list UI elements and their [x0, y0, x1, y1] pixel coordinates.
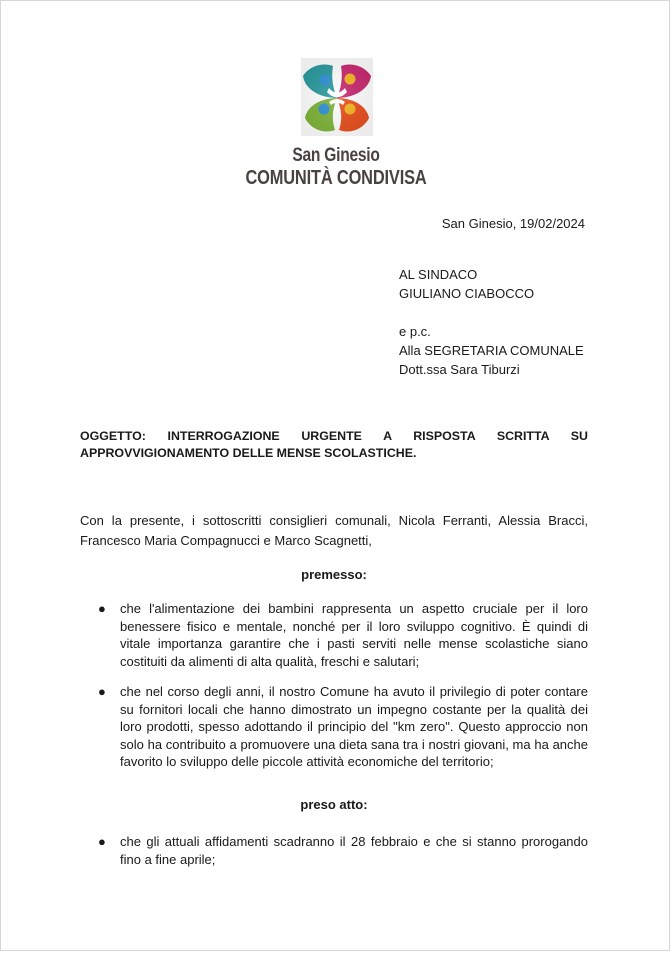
brand-name: San Ginesio: [292, 145, 380, 166]
list-item: [98, 600, 588, 670]
list-item: [98, 833, 588, 868]
bullet-icon: ●: [98, 834, 106, 849]
bullet-icon: ●: [98, 684, 106, 699]
recipient-line-1: AL SINDACO: [399, 267, 478, 282]
premesso-heading: premesso:: [301, 567, 367, 582]
bullet-icon: ●: [98, 601, 106, 616]
list-item-text: che nel corso degli anni, il nostro Comune ha avuto il privilegio di poter contare su fornitori locali che hanno dimostrato un impegno costante per la qualità dei loro prodotti, spesso adottando il principio del "km zero". Questo approccio non solo ha contribuito a promuovere una dieta sana tra i nostri giovani, ma ha anche favorito lo sviluppo delle piccole attività economiche del territorio;: [120, 684, 588, 769]
letter-subject: OGGETTO: INTERROGAZIONE URGENTE A RISPOSTA SCRITTA SU APPROVVIGIONAMENTO DELLE MENSE SCOLASTICHE.: [80, 429, 588, 460]
list-item: [98, 683, 588, 771]
list-item-text: che gli attuali affidamenti scadranno il 28 febbraio e che si stanno prorogando fino a fine aprile;: [120, 834, 588, 867]
cc-label: e p.c.: [399, 324, 431, 339]
letter-date: San Ginesio, 19/02/2024: [441, 216, 585, 231]
recipient-block: [399, 265, 584, 379]
preso-atto-heading: preso atto:: [300, 797, 368, 812]
cc-line-2: Dott.ssa Sara Tiburzi: [399, 362, 520, 377]
cc-line-1: Alla SEGRETARIA COMUNALE: [399, 343, 584, 358]
community-logo: [301, 58, 373, 136]
recipient-line-2: GIULIANO CIABOCCO: [399, 286, 535, 301]
brand-tagline: COMUNITÀ CONDIVISA: [245, 167, 427, 189]
letter-intro: Con la presente, i sottoscritti consiglieri comunali, Nicola Ferranti, Alessia Bracci, Francesco Maria Compagnucci e Marco Scagnetti,: [80, 513, 588, 548]
list-item-text: che l'alimentazione dei bambini rappresenta un aspetto cruciale per il loro benessere fisico e mentale, nonché per il loro sviluppo cognitivo. È quindi di vitale importanza garantire che i pasti serviti nelle mense scolastiche siano costituiti da alimenti di alta qualità, freschi e salutari;: [120, 601, 588, 669]
